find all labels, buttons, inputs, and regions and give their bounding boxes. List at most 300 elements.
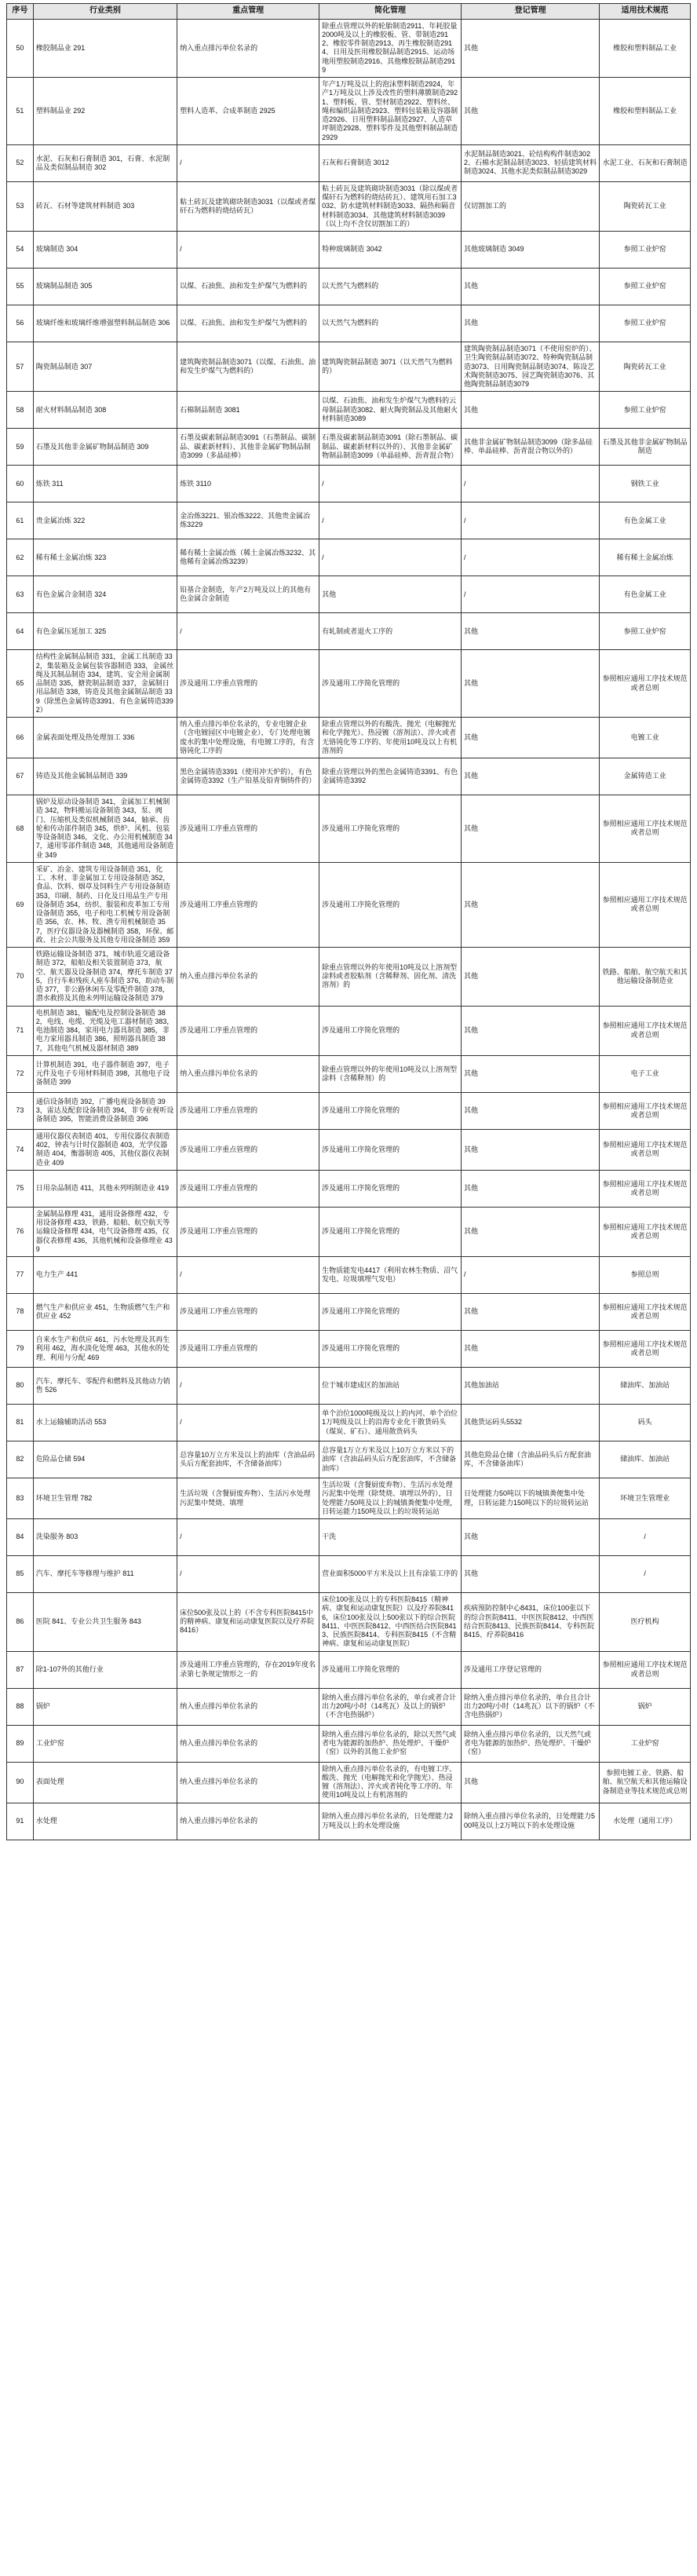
registration-management: 其他 (462, 1207, 600, 1256)
table-row (7, 650, 691, 718)
industry-category: 金属制品修理 431，通用设备修理 432，专用设备修理 433，铁路、船舶、航空航天等运输设备修理 434，电气设备修理 435，仪器仪表修理 436，其他机械和设备修理业 439 (33, 1207, 177, 1256)
table-row (7, 1556, 691, 1593)
table-row (7, 1006, 691, 1055)
simplified-management: 除重点管理以外的年使用10吨及以上溶剂型涂料或者胶粘剂（含稀释剂、固化剂、清洗溶剂）的 (319, 948, 462, 1007)
key-management: / (177, 1257, 319, 1294)
simplified-management: 特种玻璃制造 3042 (319, 232, 462, 269)
header-technical-spec: 适用技术规范 (600, 4, 691, 20)
simplified-management: 除重点管理以外的轮胎制造2911、年耗胶量2000吨及以上的橡胶板、管、带制造2912、橡胶零件制造2913、再生橡胶制造2914、日用及医用橡胶制品制造2915、运动场地用塑胶制造2916、其他橡胶制品制造2919 (319, 19, 462, 78)
technical-spec: 稀有稀土金属冶炼 (600, 539, 691, 576)
technical-spec: 储油库、加油站 (600, 1368, 691, 1405)
table-row (7, 342, 691, 392)
key-management: 以煤、石油焦、油和发生炉煤气为燃料的 (177, 269, 319, 305)
registration-management: 日处理能力50吨以下的城镇粪便集中处理，日转运能力150吨以下的垃圾转运站 (462, 1478, 600, 1519)
key-management: 涉及通用工序重点管理的 (177, 1331, 319, 1368)
key-management: 涉及通用工序重点管理的 (177, 1170, 319, 1207)
registration-management: 涉及通用工序登记管理的 (462, 1651, 600, 1688)
table-row (7, 718, 691, 758)
technical-spec: 有色金属工业 (600, 576, 691, 613)
row-index: 77 (7, 1257, 34, 1294)
table-row (7, 613, 691, 650)
technical-spec: 参照总则 (600, 1257, 691, 1294)
row-index: 59 (7, 429, 34, 466)
registration-management: 其他玻璃制造 3049 (462, 232, 600, 269)
row-index: 84 (7, 1519, 34, 1556)
industry-category: 医院 841、专业公共卫生服务 843 (33, 1593, 177, 1652)
simplified-management: 除纳入重点排污单位名录的，除以天然气或者电为能源的加热炉、热处理炉、干燥炉（窑）以外的其他工业炉窑 (319, 1725, 462, 1762)
simplified-management: 以天然气为燃料的 (319, 305, 462, 342)
table-row (7, 1368, 691, 1405)
simplified-management: 涉及通用工序简化管理的 (319, 862, 462, 947)
simplified-management: 涉及通用工序简化管理的 (319, 1331, 462, 1368)
row-index: 91 (7, 1803, 34, 1840)
industry-category: 自来水生产和供应 461，污水处理及其再生利用 462，海水淡化处理 463，其他水的处理、利用与分配 469 (33, 1331, 177, 1368)
simplified-management: 年产1万吨及以上的泡沫塑料制造2924，年产1万吨及以上涉及改性的塑料薄膜制造2921、塑料板、管、型材制造2922、塑料丝、绳和编织品制造2923、塑料包装箱及容器制造2926、日用塑料制品制造2927、人造草坪制造2928、塑料零件及其他塑料制品制造2929 (319, 78, 462, 145)
table-row (7, 1651, 691, 1688)
registration-management: 其他 (462, 19, 600, 78)
key-management: 纳入重点排污单位名录的 (177, 19, 319, 78)
simplified-management: 涉及通用工序简化管理的 (319, 1129, 462, 1170)
table-row (7, 1257, 691, 1294)
row-index: 56 (7, 305, 34, 342)
registration-management: 其他 (462, 78, 600, 145)
industry-category: 日用杂品制造 411，其他未列明制造业 419 (33, 1170, 177, 1207)
industry-category: 汽车、摩托车等修理与维护 811 (33, 1556, 177, 1593)
header-row (7, 4, 691, 20)
key-management: 炼铁 3110 (177, 466, 319, 502)
key-management: 粘土砖瓦及建筑砌块制造3031（以煤或者煤矸石为燃料的烧结砖瓦） (177, 181, 319, 231)
key-management: 石墨及碳素制品制造3091（石墨制品、碳制品、碳素新材料）、其他非金属矿物制品制造3099（多晶硅棒） (177, 429, 319, 466)
registration-management: 其他 (462, 1331, 600, 1368)
simplified-management: 干洗 (319, 1519, 462, 1556)
industry-category: 橡胶制品业 291 (33, 19, 177, 78)
technical-spec: 参照电镀工业、铁路、船舶、航空航天和其他运输设备制造业等技术规范或总则 (600, 1762, 691, 1803)
simplified-management: 涉及通用工序简化管理的 (319, 650, 462, 718)
key-management: 建筑陶瓷制品制造3071（以煤、石油焦、油和发生炉煤气为燃料的） (177, 342, 319, 392)
industry-category: 玻璃制造 304 (33, 232, 177, 269)
registration-management: 其他 (462, 1129, 600, 1170)
simplified-management: 有轧制或者退火工序的 (319, 613, 462, 650)
technical-spec: 陶瓷砖瓦工业 (600, 181, 691, 231)
table-row (7, 181, 691, 231)
industry-category: 电机制造 381，输配电及控制设备制造 382，电线、电缆、光缆及电工器材制造 383，电池制造 384，家用电力器具制造 385，非电力家用器具制造 386，照明器具制造 387，其他电气机械及器材制造 389 (33, 1006, 177, 1055)
key-management: 涉及通用工序重点管理的 (177, 1092, 319, 1129)
table-row (7, 392, 691, 429)
table-row (7, 1294, 691, 1331)
industry-category: 水处理 (33, 1803, 177, 1840)
registration-management: 其他 (462, 1294, 600, 1331)
simplified-management: 涉及通用工序简化管理的 (319, 1207, 462, 1256)
row-index: 73 (7, 1092, 34, 1129)
row-index: 78 (7, 1294, 34, 1331)
simplified-management: 除纳入重点排污单位名录的，单台或者合计出力20吨/小时（14兆瓦）及以上的锅炉（不含电热锅炉） (319, 1688, 462, 1725)
industry-category: 通信设备制造 392，广播电视设备制造 393，雷达及配套设备制造 394，非专业视听设备制造 395，智能消费设备制造 396 (33, 1092, 177, 1129)
registration-management: 其他 (462, 1556, 600, 1593)
industry-category: 水上运输辅助活动 553 (33, 1405, 177, 1441)
industry-category: 石墨及其他非金属矿物制品制造 309 (33, 429, 177, 466)
industry-category: 有色金属压延加工 325 (33, 613, 177, 650)
simplified-management: 总容量1万立方米及以上10万立方米以下的油库（含油品码头后方配套油库，不含储备油库） (319, 1441, 462, 1478)
simplified-management: / (319, 466, 462, 502)
technical-spec: 电子工业 (600, 1055, 691, 1092)
industry-category: 汽车、摩托车、零配件和燃料及其他动力销售 526 (33, 1368, 177, 1405)
technical-spec: 水泥工业、石灰和石膏制造 (600, 144, 691, 181)
technical-spec: 参照工业炉窑 (600, 305, 691, 342)
table-row (7, 1478, 691, 1519)
technical-spec: 金属铸造工业 (600, 758, 691, 795)
row-index: 69 (7, 862, 34, 947)
row-index: 58 (7, 392, 34, 429)
technical-spec: 参照相应通用工序技术规范或者总则 (600, 650, 691, 718)
industry-category: 危险品仓储 594 (33, 1441, 177, 1478)
registration-management: 其他非金属矿物制品制造3099（除多晶硅棒、单晶硅棒、沥青混合物以外的） (462, 429, 600, 466)
registration-management: 其他 (462, 1762, 600, 1803)
industry-category: 采矿、冶金、建筑专用设备制造 351，化工、木材、非金属加工专用设备制造 352，食品、饮料、烟草及饲料生产专用设备制造 353，印刷、制药、日化及日用品生产专用设备制造 354，纺织、服装和皮革加工专用设备制造 355，电子和电工机械专用设备制造 356，农、林、牧、渔专用机械制造 357，医疗仪器设备及器械制造 358，环保、邮政、社会公共服务及其他专用设备制造 359 (33, 862, 177, 947)
key-management: / (177, 144, 319, 181)
simplified-management: 除重点管理以外的有酸洗、抛光（电解抛光和化学抛光）、热浸镀（溶剂法）、淬火或者无铬钝化等工序的、年使用10吨及以上有机溶剂的 (319, 718, 462, 758)
row-index: 75 (7, 1170, 34, 1207)
row-index: 70 (7, 948, 34, 1007)
table-row (7, 466, 691, 502)
key-management: 涉及通用工序重点管理的 (177, 1129, 319, 1170)
simplified-management: 粘土砖瓦及建筑砌块制造3031（除以煤或者煤矸石为燃料的烧结砖瓦）、建筑用石加工3032、防水建筑材料制造3033、隔热和隔音材料制造3034、其他建筑材料制造3039（以上均不含仅切割加工的） (319, 181, 462, 231)
table-row (7, 795, 691, 863)
technical-spec: 工业炉窑 (600, 1725, 691, 1762)
technical-spec: 有色金属工业 (600, 502, 691, 539)
registration-management: 仅切割加工的 (462, 181, 600, 231)
registration-management: / (462, 502, 600, 539)
row-index: 55 (7, 269, 34, 305)
key-management: 总容量10万立方米及以上的油库（含油品码头后方配套油库，不含储备油库） (177, 1441, 319, 1478)
simplified-management: 生活垃圾（含餐厨废弃物）、生活污水处理污泥集中处理（除焚烧、填埋以外的），日处理能力50吨及以上的城镇粪便集中处理，日转运能力150吨及以上的垃圾转运站 (319, 1478, 462, 1519)
key-management: 生活垃圾（含餐厨废弃物）、生活污水处理污泥集中焚烧、填埋 (177, 1478, 319, 1519)
key-management: / (177, 1556, 319, 1593)
row-index: 61 (7, 502, 34, 539)
simplified-management: 涉及通用工序简化管理的 (319, 1092, 462, 1129)
table-row (7, 502, 691, 539)
table-row (7, 1170, 691, 1207)
registration-management: / (462, 1257, 600, 1294)
industry-category: 塑料制品业 292 (33, 78, 177, 145)
simplified-management: 除重点管理以外的年使用10吨及以上溶剂型涂料（含稀释剂）的 (319, 1055, 462, 1092)
key-management: 纳入重点排污单位名录的 (177, 1688, 319, 1725)
industry-category: 计算机制造 391，电子器件制造 397，电子元件及电子专用材料制造 398，其他电子设备制造 399 (33, 1055, 177, 1092)
technical-spec: 参照相应通用工序技术规范或者总则 (600, 1651, 691, 1688)
registration-management: / (462, 466, 600, 502)
industry-category: 玻璃纤维和玻璃纤维增强塑料制品制造 306 (33, 305, 177, 342)
row-index: 82 (7, 1441, 34, 1478)
key-management: 涉及通用工序重点管理的，存在2019年度名录第七条规定情形之一的 (177, 1651, 319, 1688)
key-management: / (177, 1519, 319, 1556)
registration-management: 建筑陶瓷制品制造3071（不使用窑炉的）、卫生陶瓷制品制造3072、特种陶瓷制品制造3073、日用陶瓷制品制造3074、陈设艺术陶瓷制造3075、园艺陶瓷制造3076、其他陶瓷制品制造3079 (462, 342, 600, 392)
key-management: 涉及通用工序重点管理的 (177, 1006, 319, 1055)
technical-spec: 参照相应通用工序技术规范或者总则 (600, 795, 691, 863)
table-row (7, 232, 691, 269)
row-index: 66 (7, 718, 34, 758)
row-index: 85 (7, 1556, 34, 1593)
industry-category: 环境卫生管理 782 (33, 1478, 177, 1519)
row-index: 79 (7, 1331, 34, 1368)
simplified-management: 石灰和石膏制造 3012 (319, 144, 462, 181)
table-row (7, 1129, 691, 1170)
technical-spec: 医疗机构 (600, 1593, 691, 1652)
technical-spec: / (600, 1519, 691, 1556)
technical-spec: 参照工业炉窑 (600, 232, 691, 269)
key-management: 涉及通用工序重点管理的 (177, 1294, 319, 1331)
key-management: 纳入重点排污单位名录的，专业电镀企业（含电镀园区中电镀企业），专门处理电镀废水的集中处理设施，有电镀工序的，有含铬钝化工序的 (177, 718, 319, 758)
row-index: 64 (7, 613, 34, 650)
table-row (7, 1519, 691, 1556)
registration-management: 其他 (462, 392, 600, 429)
registration-management: 其他 (462, 650, 600, 718)
key-management: 铅基合金制造，年产2万吨及以上的其他有色金属合金制造 (177, 576, 319, 613)
industry-category: 陶瓷制品制造 307 (33, 342, 177, 392)
simplified-management: / (319, 539, 462, 576)
industry-category: 锅炉 (33, 1688, 177, 1725)
row-index: 63 (7, 576, 34, 613)
simplified-management: 除重点管理以外的黑色金属铸造3391、有色金属铸造3392 (319, 758, 462, 795)
industry-category: 结构性金属制品制造 331，金属工具制造 332，集装箱及金属包装容器制造 333，金属丝绳及其制品制造 334，建筑、安全用金属制品制造 335，搪瓷制品制造 337，金属制日用品制造 338，铸造及其他金属制品制造 339（除黑色金属铸造3391、有色金属铸造3392） (33, 650, 177, 718)
industry-category: 锅炉及原动设备制造 341，金属加工机械制造 342，物料搬运设备制造 343，泵、阀门、压缩机及类似机械制造 344，轴承、齿轮和传动部件制造 345，烘炉、风机、包装等设备制造 346，文化、办公用机械制造 347，通用零部件制造 348，其他通用设备制造业 349 (33, 795, 177, 863)
technical-spec: 橡胶和塑料制品工业 (600, 19, 691, 78)
table-row (7, 948, 691, 1007)
industry-category: 铁路运输设备制造 371，城市轨道交通设备制造 372，船舶及相关装置制造 373，航空、航天器及设备制造 374，摩托车制造 375，自行车和残疾人座车制造 376，助动车制造 377，非公路休闲车及零配件制造 378，潜水救捞及其他未列明运输设备制造 379 (33, 948, 177, 1007)
industry-category: 炼铁 311 (33, 466, 177, 502)
registration-management: 其他 (462, 718, 600, 758)
technical-spec: 电镀工业 (600, 718, 691, 758)
registration-management: 其他 (462, 795, 600, 863)
technical-spec: 参照相应通用工序技术规范或者总则 (600, 1294, 691, 1331)
row-index: 67 (7, 758, 34, 795)
registration-management: 其他货运码头5532 (462, 1405, 600, 1441)
simplified-management: 单个泊位1000吨级及以上的内河、单个泊位1万吨级及以上的沿海专业化干散货码头（煤炭、矿石）、通用散货码头 (319, 1405, 462, 1441)
key-management: 涉及通用工序重点管理的 (177, 1207, 319, 1256)
key-management: 塑料人造革、合成革制造 2925 (177, 78, 319, 145)
simplified-management: 涉及通用工序简化管理的 (319, 1651, 462, 1688)
header-index: 序号 (7, 4, 34, 20)
industry-category: 通用仪器仪表制造 401，专用仪器仪表制造 402，钟表与计时仪器制造 403，光学仪器制造 404，衡器制造 405，其他仪器仪表制造业 409 (33, 1129, 177, 1170)
registration-management: 其他 (462, 862, 600, 947)
row-index: 68 (7, 795, 34, 863)
simplified-management: 床位100张及以上的专科医院8415（精神病、康复和运动康复医院）以及疗养院8416，床位100张及以上500张以下的综合医院8411、中医医院8412、中西医结合医院8413、民族医院8414、专科医院8415（不含精神病、康复和运动康复医院） (319, 1593, 462, 1652)
technical-spec: 陶瓷砖瓦工业 (600, 342, 691, 392)
table-body (7, 19, 691, 1840)
registration-management: 其他危险品仓储（含油品码头后方配套油库，不含储备油库） (462, 1441, 600, 1478)
key-management: / (177, 232, 319, 269)
key-management: / (177, 613, 319, 650)
industry-category: 电力生产 441 (33, 1257, 177, 1294)
key-management: 纳入重点排污单位名录的 (177, 1803, 319, 1840)
industry-category: 贵金属冶炼 322 (33, 502, 177, 539)
technical-spec: 环境卫生管理业 (600, 1478, 691, 1519)
table-row (7, 1762, 691, 1803)
simplified-management: 位于城市建成区的加油站 (319, 1368, 462, 1405)
table-row (7, 1331, 691, 1368)
registration-management: / (462, 576, 600, 613)
key-management: / (177, 1368, 319, 1405)
registration-management: 其他 (462, 1006, 600, 1055)
table-row (7, 1803, 691, 1840)
registration-management: 其他加油站 (462, 1368, 600, 1405)
registration-management: 其他 (462, 758, 600, 795)
technical-spec: 石墨及其他非金属矿物制品制造 (600, 429, 691, 466)
technical-spec: 参照工业炉窑 (600, 392, 691, 429)
simplified-management: 生物质能发电4417（利用农林生物质、沼气发电、垃圾填埋气发电） (319, 1257, 462, 1294)
industry-category: 燃气生产和供应业 451，生物质燃气生产和供应业 452 (33, 1294, 177, 1331)
table-row (7, 539, 691, 576)
row-index: 53 (7, 181, 34, 231)
industry-category: 玻璃制品制造 305 (33, 269, 177, 305)
technical-spec: 参照相应通用工序技术规范或者总则 (600, 1331, 691, 1368)
key-management: 纳入重点排污单位名录的 (177, 948, 319, 1007)
key-management: 以煤、石油焦、油和发生炉煤气为燃料的 (177, 305, 319, 342)
row-index: 65 (7, 650, 34, 718)
row-index: 60 (7, 466, 34, 502)
key-management: 纳入重点排污单位名录的 (177, 1725, 319, 1762)
header-industry: 行业类别 (33, 4, 177, 20)
registration-management: 其他 (462, 269, 600, 305)
row-index: 86 (7, 1593, 34, 1652)
table-row (7, 1207, 691, 1256)
industry-category: 稀有稀土金属冶炼 323 (33, 539, 177, 576)
row-index: 72 (7, 1055, 34, 1092)
simplified-management: 涉及通用工序简化管理的 (319, 1294, 462, 1331)
simplified-management: 除纳入重点排污单位名录的，有电镀工序、酸洗、抛光（电解抛光和化学抛光）、热浸镀（溶剂法）、淬火或者钝化等工序的、年使用10吨及以上有机溶剂的 (319, 1762, 462, 1803)
simplified-management: 其他 (319, 576, 462, 613)
key-management: 床位500张及以上的（不含专科医院8415中的精神病、康复和运动康复医院以及疗养院8416） (177, 1593, 319, 1652)
simplified-management: 涉及通用工序简化管理的 (319, 795, 462, 863)
technical-spec: 参照相应通用工序技术规范或者总则 (600, 1129, 691, 1170)
technical-spec: 参照相应通用工序技术规范或者总则 (600, 1006, 691, 1055)
table-row (7, 78, 691, 145)
row-index: 83 (7, 1478, 34, 1519)
industry-category: 洗染服务 803 (33, 1519, 177, 1556)
key-management: 纳入重点排污单位名录的 (177, 1055, 319, 1092)
table-row (7, 862, 691, 947)
technical-spec: 钢铁工业 (600, 466, 691, 502)
row-index: 54 (7, 232, 34, 269)
header-key-management: 重点管理 (177, 4, 319, 20)
row-index: 57 (7, 342, 34, 392)
industry-category: 铸造及其他金属制品制造 339 (33, 758, 177, 795)
row-index: 71 (7, 1006, 34, 1055)
registration-management: 其他 (462, 1519, 600, 1556)
table-row (7, 429, 691, 466)
technical-spec: 码头 (600, 1405, 691, 1441)
header-registration-management: 登记管理 (462, 4, 600, 20)
table-row (7, 305, 691, 342)
simplified-management: 除纳入重点排污单位名录的，日处理能力2万吨及以上的水处理设施 (319, 1803, 462, 1840)
row-index: 80 (7, 1368, 34, 1405)
table-row (7, 269, 691, 305)
table-row (7, 1593, 691, 1652)
industry-category: 工业炉窑 (33, 1725, 177, 1762)
industry-category: 有色金属合金制造 324 (33, 576, 177, 613)
simplified-management: 涉及通用工序简化管理的 (319, 1006, 462, 1055)
row-index: 89 (7, 1725, 34, 1762)
industry-category: 表面处理 (33, 1762, 177, 1803)
table-row (7, 1441, 691, 1478)
table-row (7, 1055, 691, 1092)
table-row (7, 144, 691, 181)
permit-classification-table (6, 3, 691, 1840)
simplified-management: 涉及通用工序简化管理的 (319, 1170, 462, 1207)
row-index: 52 (7, 144, 34, 181)
row-index: 90 (7, 1762, 34, 1803)
simplified-management: 以天然气为燃料的 (319, 269, 462, 305)
registration-management: / (462, 539, 600, 576)
table-row (7, 1725, 691, 1762)
technical-spec: 参照工业炉窑 (600, 613, 691, 650)
simplified-management: 营业面积5000平方米及以上且有涂装工序的 (319, 1556, 462, 1593)
simplified-management: 石墨及碳素制品制造3091（除石墨制品、碳制品、碳素新材料以外的）、其他非金属矿物制品制造3099（单晶硅棒、沥青混合物） (319, 429, 462, 466)
key-management: / (177, 1405, 319, 1441)
registration-management: 其他 (462, 1170, 600, 1207)
registration-management: 除纳入重点排污单位名录的，日处理能力500吨及以上2万吨以下的水处理设施 (462, 1803, 600, 1840)
table-row (7, 1092, 691, 1129)
table-row (7, 758, 691, 795)
key-management: 涉及通用工序重点管理的 (177, 862, 319, 947)
row-index: 87 (7, 1651, 34, 1688)
row-index: 81 (7, 1405, 34, 1441)
simplified-management: / (319, 502, 462, 539)
simplified-management: 建筑陶瓷制品制造 3071（以天然气为燃料的） (319, 342, 462, 392)
key-management: 石棉制品制造 3081 (177, 392, 319, 429)
industry-category: 金属表面处理及热处理加工 336 (33, 718, 177, 758)
technical-spec: 橡胶和塑料制品工业 (600, 78, 691, 145)
technical-spec: 参照相应通用工序技术规范或者总则 (600, 1207, 691, 1256)
technical-spec: 铁路、船舶、航空航天和其他运输设备制造业 (600, 948, 691, 1007)
industry-category: 砖瓦、石材等建筑材料制造 303 (33, 181, 177, 231)
industry-category: 除1-107外的其他行业 (33, 1651, 177, 1688)
row-index: 51 (7, 78, 34, 145)
technical-spec: / (600, 1556, 691, 1593)
row-index: 88 (7, 1688, 34, 1725)
technical-spec: 水处理（通用工序） (600, 1803, 691, 1840)
key-management: 金冶炼3221、银冶炼3222、其他贵金属冶炼3229 (177, 502, 319, 539)
registration-management: 其他 (462, 948, 600, 1007)
key-management: 纳入重点排污单位名录的 (177, 1762, 319, 1803)
technical-spec: 锅炉 (600, 1688, 691, 1725)
header-simplified-management: 简化管理 (319, 4, 462, 20)
technical-spec: 参照相应通用工序技术规范或者总则 (600, 1092, 691, 1129)
registration-management: 除纳入重点排污单位名录的，以天然气或者电为能源的加热炉、热处理炉、干燥炉（窑） (462, 1725, 600, 1762)
key-management: 黑色金属铸造3391（使用冲天炉的），有色金属铸造3392（生产铅基及铅青铜铸件的） (177, 758, 319, 795)
row-index: 74 (7, 1129, 34, 1170)
table-row (7, 1688, 691, 1725)
registration-management: 除纳入重点排污单位名录的，单台且合计出力20吨/小时（14兆瓦）以下的锅炉（不含电热锅炉） (462, 1688, 600, 1725)
key-management: 涉及通用工序重点管理的 (177, 795, 319, 863)
industry-category: 水泥、石灰和石膏制造 301，石膏、水泥制品及类似制品制造 302 (33, 144, 177, 181)
industry-category: 耐火材料制品制造 308 (33, 392, 177, 429)
table-row (7, 19, 691, 78)
key-management: 稀有稀土金属冶炼（稀土金属冶炼3232、其他稀有金属冶炼3239） (177, 539, 319, 576)
registration-management: 疾病预防控制中心8431，床位100张以下的综合医院8411、中医医院8412、中西医结合医院8413、民族医院8414、专科医院8415、疗养院8416 (462, 1593, 600, 1652)
registration-management: 水泥制品制造3021、砼结构构件制造3022、石棉水泥制品制造3023、轻质建筑材料制造3024、其他水泥类似制品制造3029 (462, 144, 600, 181)
row-index: 50 (7, 19, 34, 78)
table-row (7, 1405, 691, 1441)
technical-spec: 参照相应通用工序技术规范或者总则 (600, 1170, 691, 1207)
technical-spec: 参照相应通用工序技术规范或者总则 (600, 862, 691, 947)
registration-management: 其他 (462, 1092, 600, 1129)
key-management: 涉及通用工序重点管理的 (177, 650, 319, 718)
technical-spec: 参照工业炉窑 (600, 269, 691, 305)
row-index: 62 (7, 539, 34, 576)
registration-management: 其他 (462, 1055, 600, 1092)
row-index: 76 (7, 1207, 34, 1256)
technical-spec: 储油库、加油站 (600, 1441, 691, 1478)
simplified-management: 以煤、石油焦、油和发生炉煤气为燃料的云母制品制造3082、耐火陶瓷制品及其他耐火材料制造3089 (319, 392, 462, 429)
